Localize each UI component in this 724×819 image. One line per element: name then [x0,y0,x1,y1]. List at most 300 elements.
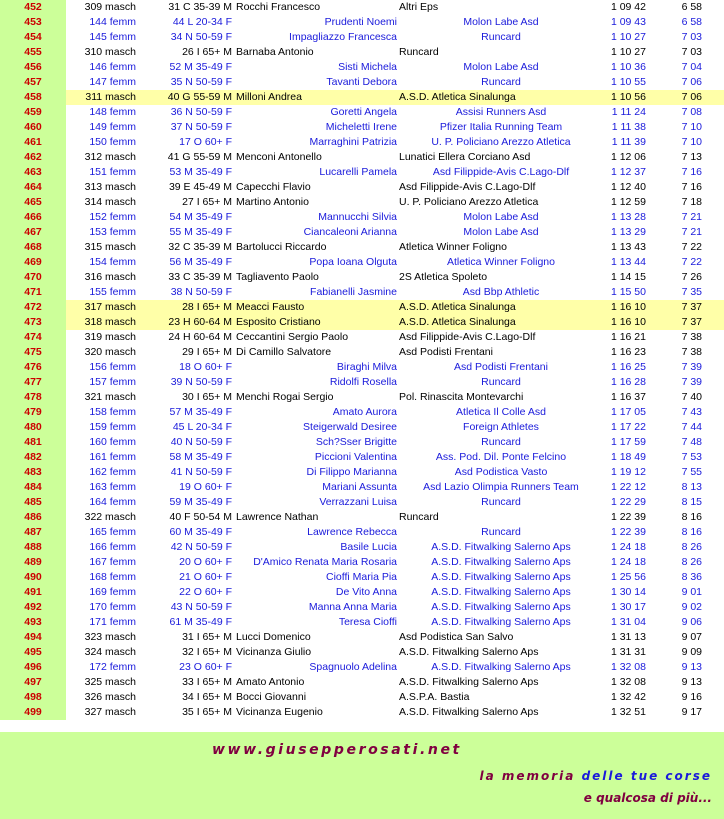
position-cell: 465 [0,195,66,210]
time-cell: 1 17 05 [610,406,646,418]
table-row [0,180,724,195]
position-cell: 480 [0,420,66,435]
pace-cell: 9 06 [681,616,702,628]
tagline-part-a: la memoria [479,769,576,783]
gender-position-cell: 158 femm [89,406,136,418]
site-link[interactable]: www.giusepperosati.net [212,742,462,758]
team-cell: Molon Labe Asd [463,211,539,223]
table-row [0,600,724,615]
time-cell: 1 17 22 [610,421,646,433]
table-row [0,195,724,210]
time-cell: 1 24 18 [610,541,646,553]
pace-cell: 9 07 [681,631,702,643]
position-cell: 474 [0,330,66,345]
pace-cell: 7 39 [681,376,702,388]
position-cell: 454 [0,30,66,45]
position-cell: 468 [0,240,66,255]
gender-position-cell: 152 femm [89,211,136,223]
pace-cell: 7 35 [681,286,702,298]
pace-cell: 7 16 [681,166,702,178]
category-cell: 21 O 60+ F [179,571,232,583]
gender-position-cell: 146 femm [89,61,136,73]
position-cell: 497 [0,675,66,690]
position-cell: 475 [0,345,66,360]
table-row [0,60,724,75]
category-cell: 32 I 65+ M [182,646,232,658]
category-cell: 31 C 35-39 M [168,1,232,13]
team-cell: Molon Labe Asd [463,61,539,73]
pace-cell: 7 16 [681,181,702,193]
category-cell: 39 E 45-49 M [168,181,232,193]
table-row [0,615,724,630]
position-cell: 477 [0,375,66,390]
pace-cell: 8 36 [681,571,702,583]
gender-position-cell: 163 femm [89,481,136,493]
table-row [0,450,724,465]
pace-cell: 7 55 [681,466,702,478]
category-cell: 23 H 60-64 M [168,316,232,328]
position-cell: 481 [0,435,66,450]
category-cell: 30 I 65+ M [182,391,232,403]
athlete-name-cell: D'Amico Renata Maria Rosaria [253,556,397,568]
pace-cell: 9 09 [681,646,702,658]
team-cell: Asd Podistica Vasto [454,466,548,478]
category-cell: 42 N 50-59 F [170,541,232,553]
position-cell: 469 [0,255,66,270]
category-cell: 40 F 50-54 M [169,511,232,523]
athlete-name-cell: Marraghini Patrizia [309,136,397,148]
gender-position-cell: 327 masch [84,706,136,718]
category-cell: 41 N 50-59 F [170,466,232,478]
pace-cell: 8 26 [681,556,702,568]
category-cell: 24 H 60-64 M [168,331,232,343]
pace-cell: 9 13 [681,661,702,673]
athlete-name-cell: Verrazzani Luisa [319,496,397,508]
pace-cell: 9 17 [681,706,702,718]
category-cell: 34 N 50-59 F [170,31,232,43]
team-cell: Atletica Il Colle Asd [456,406,546,418]
table-row [0,390,724,405]
position-cell: 472 [0,300,66,315]
athlete-name-cell: Capecchi Flavio [236,181,311,193]
time-cell: 1 10 27 [610,46,646,58]
athlete-name-cell: Tagliavento Paolo [236,271,319,283]
position-cell: 463 [0,165,66,180]
time-cell: 1 12 40 [610,181,646,193]
time-cell: 1 32 08 [610,661,646,673]
table-row [0,165,724,180]
athlete-name-cell: Lawrence Rebecca [307,526,397,538]
gender-position-cell: 165 femm [89,526,136,538]
gender-position-cell: 171 femm [89,616,136,628]
time-cell: 1 31 04 [610,616,646,628]
time-cell: 1 10 56 [610,91,646,103]
team-cell: A.S.D. Fitwalking Salerno Aps [431,556,571,568]
time-cell: 1 12 37 [610,166,646,178]
athlete-name-cell: Teresa Cioffi [338,616,397,628]
team-cell: A.S.D. Fitwalking Salerno Aps [431,616,571,628]
athlete-name-cell: Prudenti Noemi [324,16,397,28]
gender-position-cell: 316 masch [84,271,136,283]
pace-cell: 7 44 [681,421,702,433]
table-row [0,135,724,150]
gender-position-cell: 310 masch [84,46,136,58]
athlete-name-cell: Bartolucci Riccardo [236,241,327,253]
category-cell: 22 O 60+ F [179,586,232,598]
athlete-name-cell: Goretti Angela [330,106,397,118]
time-cell: 1 13 44 [610,256,646,268]
pace-cell: 7 21 [681,226,702,238]
table-row [0,285,724,300]
time-cell: 1 14 15 [610,271,646,283]
athlete-name-cell: Ceccantini Sergio Paolo [236,331,349,343]
time-cell: 1 32 42 [610,691,646,703]
table-row [0,330,724,345]
category-cell: 34 I 65+ M [182,691,232,703]
position-cell: 458 [0,90,66,105]
position-cell: 470 [0,270,66,285]
table-row [0,15,724,30]
time-cell: 1 22 29 [610,496,646,508]
team-cell: Runcard [481,376,521,388]
category-cell: 19 O 60+ F [179,481,232,493]
pace-cell: 7 10 [681,136,702,148]
gender-position-cell: 315 masch [84,241,136,253]
pace-cell: 8 26 [681,541,702,553]
time-cell: 1 31 31 [610,646,646,658]
team-cell: Asd Podisti Frentani [454,361,548,373]
category-cell: 32 C 35-39 M [168,241,232,253]
category-cell: 38 N 50-59 F [170,286,232,298]
time-cell: 1 10 27 [610,31,646,43]
category-cell: 55 M 35-49 F [169,226,232,238]
athlete-name-cell: Lucarelli Pamela [319,166,397,178]
table-row [0,705,724,720]
team-cell: Ass. Pod. Dil. Ponte Felcino [435,451,567,463]
team-cell: Altri Eps [399,1,439,13]
site-footer [0,732,724,819]
position-cell: 471 [0,285,66,300]
position-cell: 484 [0,480,66,495]
category-cell: 35 I 65+ M [182,706,232,718]
athlete-name-cell: Lucci Domenico [236,631,311,643]
team-cell: Assisi Runners Asd [455,106,547,118]
position-cell: 476 [0,360,66,375]
athlete-name-cell: Basile Lucia [340,541,397,553]
pace-cell: 7 22 [681,241,702,253]
pace-cell: 8 15 [681,496,702,508]
pace-cell: 8 16 [681,511,702,523]
position-cell: 496 [0,660,66,675]
team-cell: Runcard [481,436,521,448]
pace-cell: 7 37 [681,316,702,328]
table-row [0,90,724,105]
athlete-name-cell: Milloni Andrea [236,91,302,103]
team-cell: A.S.P.A. Bastia [399,691,470,703]
category-cell: 56 M 35-49 F [169,256,232,268]
table-row [0,30,724,45]
team-cell: Atletica Winner Foligno [399,241,507,253]
team-cell: A.S.D. Fitwalking Salerno Aps [399,646,539,658]
table-row [0,435,724,450]
table-row [0,75,724,90]
table-row [0,570,724,585]
time-cell: 1 11 38 [611,121,646,133]
time-cell: 1 32 08 [610,676,646,688]
team-cell: A.S.D. Fitwalking Salerno Aps [399,706,539,718]
gender-position-cell: 324 masch [84,646,136,658]
pace-cell: 7 38 [681,346,702,358]
position-cell: 494 [0,630,66,645]
gender-position-cell: 160 femm [89,436,136,448]
position-cell: 467 [0,225,66,240]
athlete-name-cell: Amato Aurora [332,406,397,418]
time-cell: 1 31 13 [610,631,646,643]
position-cell: 457 [0,75,66,90]
team-cell: Asd Filippide-Avis C.Lago-Dlf [399,181,536,193]
table-row [0,225,724,240]
athlete-name-cell: Lawrence Nathan [236,511,319,523]
athlete-name-cell: Spagnuolo Adelina [309,661,397,673]
pace-cell: 7 03 [681,31,702,43]
category-cell: 59 M 35-49 F [169,496,232,508]
time-cell: 1 13 28 [610,211,646,223]
position-cell: 485 [0,495,66,510]
team-cell: Pfizer Italia Running Team [439,121,563,133]
athlete-name-cell: Rocchi Francesco [236,1,321,13]
athlete-name-cell: Sisti Michela [338,61,397,73]
time-cell: 1 16 23 [610,346,646,358]
team-cell: A.S.D. Fitwalking Salerno Aps [431,661,571,673]
time-cell: 1 13 43 [610,241,646,253]
tagline-part-b: delle tue corse [581,769,712,783]
team-cell: Asd Podistica San Salvo [399,631,514,643]
table-row [0,210,724,225]
athlete-name-cell: Micheletti Irene [325,121,397,133]
table-row [0,510,724,525]
athlete-name-cell: Fabianelli Jasmine [310,286,397,298]
pace-cell: 7 48 [681,436,702,448]
time-cell: 1 09 43 [610,16,646,28]
category-cell: 17 O 60+ F [179,136,232,148]
athlete-name-cell: Menchi Rogai Sergio [236,391,334,403]
position-cell: 464 [0,180,66,195]
pace-cell: 6 58 [681,1,702,13]
table-row [0,375,724,390]
position-cell: 495 [0,645,66,660]
category-cell: 52 M 35-49 F [169,61,232,73]
time-cell: 1 09 42 [610,1,646,13]
tagline [479,769,712,783]
table-row [0,345,724,360]
athlete-name-cell: Ciancaleoni Arianna [303,226,397,238]
athlete-name-cell: Di Filippo Marianna [306,466,397,478]
team-cell: Runcard [481,31,521,43]
position-cell: 453 [0,15,66,30]
position-cell: 487 [0,525,66,540]
category-cell: 33 I 65+ M [182,676,232,688]
time-cell: 1 11 39 [611,136,646,148]
time-cell: 1 12 59 [610,196,646,208]
table-row [0,120,724,135]
position-cell: 498 [0,690,66,705]
pace-cell: 6 58 [681,16,702,28]
gender-position-cell: 312 masch [84,151,136,163]
gender-position-cell: 168 femm [89,571,136,583]
team-cell: Foreign Athletes [463,421,539,433]
athlete-name-cell: Impagliazzo Francesca [289,31,397,43]
pace-cell: 7 43 [681,406,702,418]
athlete-name-cell: Biraghi Milva [336,361,397,373]
gender-position-cell: 320 masch [84,346,136,358]
team-cell: Molon Labe Asd [463,226,539,238]
time-cell: 1 22 39 [610,526,646,538]
table-row [0,675,724,690]
table-row [0,480,724,495]
pace-cell: 7 37 [681,301,702,313]
time-cell: 1 16 21 [610,331,646,343]
gender-position-cell: 311 masch [85,91,136,103]
time-cell: 1 11 24 [611,106,646,118]
athlete-name-cell: Amato Antonio [236,676,305,688]
athlete-name-cell: Esposito Cristiano [236,316,321,328]
athlete-name-cell: Tavanti Debora [326,76,397,88]
table-row [0,540,724,555]
table-row [0,690,724,705]
position-cell: 473 [0,315,66,330]
team-cell: A.S.D. Atletica Sinalunga [399,91,516,103]
gender-position-cell: 155 femm [89,286,136,298]
team-cell: Asd Filippide-Avis C.Lago-Dlf [432,166,570,178]
team-cell: Asd Bbp Athletic [462,286,540,298]
team-cell: A.S.D. Fitwalking Salerno Aps [431,601,571,613]
position-cell: 459 [0,105,66,120]
position-cell: 493 [0,615,66,630]
table-row [0,150,724,165]
time-cell: 1 16 28 [610,376,646,388]
team-cell: A.S.D. Fitwalking Salerno Aps [431,586,571,598]
athlete-name-cell: Di Camillo Salvatore [236,346,332,358]
athlete-name-cell: Sch?Sser Brigitte [315,436,397,448]
category-cell: 28 I 65+ M [182,301,232,313]
category-cell: 43 N 50-59 F [170,601,232,613]
athlete-name-cell: Bocci Giovanni [236,691,307,703]
time-cell: 1 18 49 [610,451,646,463]
time-cell: 1 16 25 [610,361,646,373]
team-cell: Atletica Winner Foligno [447,256,555,268]
gender-position-cell: 149 femm [89,121,136,133]
gender-position-cell: 170 femm [89,601,136,613]
time-cell: 1 22 12 [610,481,646,493]
pace-cell: 8 13 [681,481,702,493]
pace-cell: 7 38 [681,331,702,343]
gender-position-cell: 309 masch [84,1,136,13]
gender-position-cell: 161 femm [89,451,136,463]
team-cell: U. P. Policiano Arezzo Atletica [399,196,539,208]
table-row [0,585,724,600]
gender-position-cell: 147 femm [89,76,136,88]
team-cell: U. P. Policiano Arezzo Atletica [431,136,571,148]
pace-cell: 8 16 [681,526,702,538]
athlete-name-cell: Cioffi Maria Pia [326,571,397,583]
tagline-secondary: e qualcosa di più... [583,791,712,805]
position-cell: 489 [0,555,66,570]
gender-position-cell: 145 femm [89,31,136,43]
time-cell: 1 25 56 [610,571,646,583]
gender-position-cell: 326 masch [84,691,136,703]
pace-cell: 7 06 [681,91,702,103]
position-cell: 490 [0,570,66,585]
time-cell: 1 30 14 [610,586,646,598]
category-cell: 23 O 60+ F [179,661,232,673]
pace-cell: 7 13 [681,151,702,163]
athlete-name-cell: Piccioni Valentina [314,451,397,463]
gender-position-cell: 162 femm [89,466,136,478]
gender-position-cell: 151 femm [89,166,136,178]
pace-cell: 9 13 [681,676,702,688]
category-cell: 33 C 35-39 M [168,271,232,283]
position-cell: 482 [0,450,66,465]
category-cell: 45 L 20-34 F [172,421,232,433]
athlete-name-cell: Vicinanza Eugenio [236,706,323,718]
table-row [0,660,724,675]
gender-position-cell: 153 femm [89,226,136,238]
pace-cell: 7 18 [681,196,702,208]
position-cell: 455 [0,45,66,60]
athlete-name-cell: De Vito Anna [335,586,397,598]
gender-position-cell: 314 masch [84,196,136,208]
gender-position-cell: 323 masch [84,631,136,643]
position-cell: 479 [0,405,66,420]
pace-cell: 9 01 [681,586,702,598]
athlete-name-cell: Mannucchi Silvia [318,211,397,223]
category-cell: 31 I 65+ M [182,631,232,643]
team-cell: A.S.D. Fitwalking Salerno Aps [399,676,539,688]
category-cell: 57 M 35-49 F [169,406,232,418]
team-cell: Asd Filippide-Avis C.Lago-Dlf [399,331,536,343]
time-cell: 1 22 39 [610,511,646,523]
gender-position-cell: 169 femm [89,586,136,598]
gender-position-cell: 156 femm [89,361,136,373]
category-cell: 44 L 20-34 F [172,16,232,28]
position-cell: 486 [0,510,66,525]
category-cell: 26 I 65+ M [182,46,232,58]
position-cell: 466 [0,210,66,225]
time-cell: 1 17 59 [610,436,646,448]
pace-cell: 7 53 [681,451,702,463]
gender-position-cell: 157 femm [89,376,136,388]
position-cell: 462 [0,150,66,165]
category-cell: 18 O 60+ F [179,361,232,373]
category-cell: 35 N 50-59 F [170,76,232,88]
team-cell: Runcard [399,511,439,523]
table-row [0,105,724,120]
team-cell: 2S Atletica Spoleto [399,271,488,283]
team-cell: Molon Labe Asd [463,16,539,28]
table-row [0,315,724,330]
position-cell: 488 [0,540,66,555]
time-cell: 1 32 51 [610,706,646,718]
category-cell: 41 G 55-59 M [167,151,232,163]
table-row [0,555,724,570]
category-cell: 54 M 35-49 F [169,211,232,223]
category-cell: 61 M 35-49 F [169,616,232,628]
team-cell: Asd Lazio Olimpia Runners Team [423,481,579,493]
athlete-name-cell: Meacci Fausto [236,301,305,313]
table-row [0,300,724,315]
time-cell: 1 10 36 [610,61,646,73]
team-cell: Asd Podisti Frentani [399,346,493,358]
